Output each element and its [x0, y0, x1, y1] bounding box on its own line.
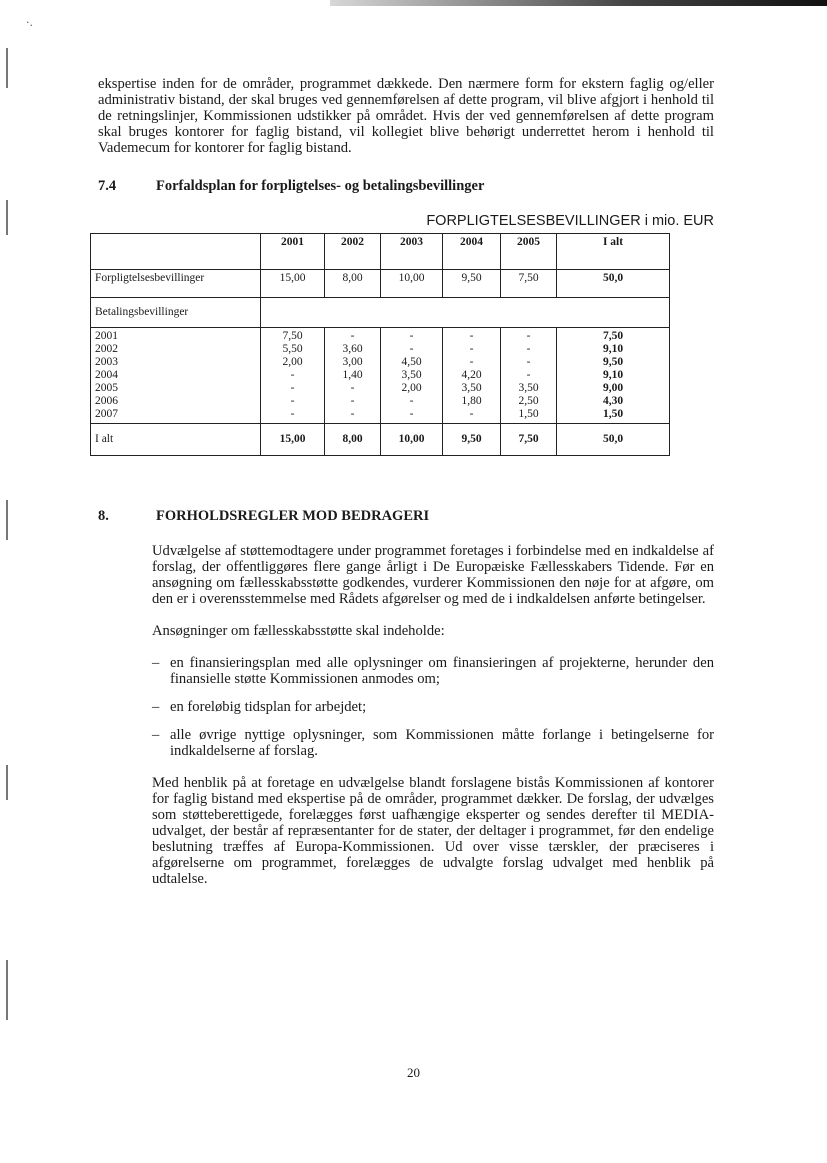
- section-title: Forfaldsplan for forpligtelses- og betalingsbevillinger: [156, 178, 485, 194]
- page-number: 20: [407, 1065, 420, 1080]
- payment-value: 5,50: [282, 343, 303, 355]
- section-7-4-heading: [98, 178, 714, 195]
- payment-year: 2002: [95, 343, 118, 355]
- scan-speck: ·.: [26, 16, 33, 29]
- payment-total-column: [557, 328, 670, 424]
- payment-value: -: [409, 330, 414, 342]
- commitment-value: 8,00: [325, 270, 381, 298]
- payment-value: -: [290, 408, 295, 420]
- payment-value: -: [409, 395, 414, 407]
- appropriations-table: [90, 233, 670, 456]
- scan-margin-mark: [6, 200, 8, 235]
- commitments-label: Forpligtelsesbevillinger: [91, 270, 261, 298]
- payment-total: 7,50: [602, 330, 624, 342]
- commitment-value: 9,50: [443, 270, 501, 298]
- payment-total: 1,50: [602, 408, 624, 420]
- paragraph-3: Med henblik på at foretage en udvælgelse blandt forslagene bistås Kommissionen af kontorer for faglig bistand med ekspertise på de områder, programmet dækker. De forslag, der udvælges som støtteberettigede, forelægges først uafhængige eksperter og sendes derefter til MEDIA-udvalget, der består af repræsentanter for de stater, der deltager i programmet, før den endelige beslutning træffes af Europa-Kommissionen. Ud over visse tærskler, der præciseres i afgørelserne om programmet, forelægges de udvalgte forslag udvalget med henblik på udtalelse.: [152, 775, 714, 887]
- commitment-value: 7,50: [501, 270, 557, 298]
- payment-column-2004: [443, 328, 501, 424]
- payment-value: 3,50: [518, 382, 539, 394]
- section-number: 7.4: [98, 178, 117, 194]
- scan-margin-mark: [6, 960, 8, 1020]
- payment-year: 2004: [95, 369, 118, 381]
- commitments-row: [91, 270, 670, 298]
- section-title: FORHOLDSREGLER MOD BEDRAGERI: [156, 508, 430, 524]
- year-header: 2004: [443, 234, 501, 270]
- scan-top-edge: [330, 0, 827, 6]
- sum-value: 8,00: [325, 424, 381, 456]
- payment-value: 3,50: [461, 382, 482, 394]
- document-page: [95, 76, 714, 887]
- table-caption: FORPLIGTELSESBEVILLINGER i mio. EUR: [426, 213, 714, 229]
- payment-value: 3,60: [342, 343, 363, 355]
- list-item: – alle øvrige nyttige oplysninger, som Kommissionen måtte forlange i betingelserne for indkaldelserne af forslag.: [152, 727, 714, 759]
- payment-value: -: [290, 395, 295, 407]
- payment-total: 9,10: [602, 343, 624, 355]
- sum-total: 50,0: [557, 424, 670, 456]
- year-header: 2003: [381, 234, 443, 270]
- payment-column-2001: [261, 328, 325, 424]
- payment-value: -: [526, 330, 531, 342]
- payment-total: 9,10: [602, 369, 624, 381]
- payment-value: -: [409, 343, 414, 355]
- paragraph-1: Udvælgelse af støttemodtagere under programmet foretages i forbindelse med en indkaldelse af forslag, der offentliggøres flere gange årligt i De Europæiske Fællesskabers Tidende. Før en ansøgning om fællesskabsstøtte godkendes, vurderer Kommissionen den nøje for at afgøre, om den er i overensstemmelse med Rådets afgørelser og med de i indkaldelsen anførte betingelser.: [152, 543, 714, 607]
- list-item: – en foreløbig tidsplan for arbejdet;: [152, 699, 714, 715]
- header-empty-cell: [91, 234, 261, 270]
- list-item: – en finansieringsplan med alle oplysninger om finansieringen af projekterne, herunder den finansielle støtte Kommissionen anmodes om;: [152, 655, 714, 687]
- payment-value: -: [469, 343, 474, 355]
- payment-column-2002: [325, 328, 381, 424]
- payment-value: 1,80: [461, 395, 482, 407]
- year-header: 2005: [501, 234, 557, 270]
- payment-value: 3,00: [342, 356, 363, 368]
- payment-total: 9,50: [602, 356, 624, 368]
- payment-value: -: [469, 330, 474, 342]
- payment-year: 2007: [95, 408, 118, 420]
- commitment-total: 50,0: [557, 270, 670, 298]
- payment-years-cell: [91, 328, 261, 424]
- section-number: 8.: [98, 508, 109, 524]
- commitment-value: 15,00: [261, 270, 325, 298]
- scan-margin-mark: [6, 48, 8, 88]
- scan-margin-mark: [6, 765, 8, 800]
- scan-margin-mark: [6, 500, 8, 540]
- payment-value: -: [526, 369, 531, 381]
- payment-value: 4,20: [461, 369, 482, 381]
- sum-value: 7,50: [501, 424, 557, 456]
- sum-label: I alt: [91, 424, 261, 456]
- payment-value: -: [350, 395, 355, 407]
- payment-value: 4,50: [401, 356, 422, 368]
- payment-value: 7,50: [282, 330, 303, 342]
- payment-value: 1,50: [518, 408, 539, 420]
- payment-year: 2003: [95, 356, 118, 368]
- payment-value: -: [290, 369, 295, 381]
- payment-value: -: [350, 408, 355, 420]
- payment-total: 4,30: [602, 395, 624, 407]
- payments-label: Betalingsbevillinger: [91, 298, 261, 328]
- payment-value: -: [409, 408, 414, 420]
- total-header: I alt: [557, 234, 670, 270]
- requirements-list: [152, 655, 714, 759]
- payment-value: -: [526, 343, 531, 355]
- payment-value: -: [526, 356, 531, 368]
- sum-row: [91, 424, 670, 456]
- payment-value: 2,00: [401, 382, 422, 394]
- section-8-heading: [98, 508, 714, 525]
- payment-value: -: [350, 330, 355, 342]
- sum-value: 10,00: [381, 424, 443, 456]
- payment-value: 2,00: [282, 356, 303, 368]
- payment-value: -: [350, 382, 355, 394]
- sum-value: 9,50: [443, 424, 501, 456]
- payment-year: 2005: [95, 382, 118, 394]
- payment-value: 1,40: [342, 369, 363, 381]
- payments-label-spacer: [261, 298, 670, 328]
- payments-label-row: [91, 298, 670, 328]
- payment-year: 2001: [95, 330, 118, 342]
- payment-value: -: [290, 382, 295, 394]
- payment-total: 9,00: [602, 382, 624, 394]
- year-header: 2001: [261, 234, 325, 270]
- payment-value: -: [469, 356, 474, 368]
- payment-column-2005: [501, 328, 557, 424]
- commitment-value: 10,00: [381, 270, 443, 298]
- payment-column-2003: [381, 328, 443, 424]
- year-header: 2002: [325, 234, 381, 270]
- payment-value: -: [469, 408, 474, 420]
- intro-paragraph: ekspertise inden for de områder, programmet dækkede. Den nærmere form for ekstern faglig og/eller administrativ bistand, der skal bruges ved gennemførelsen af dette program, vil blive afgjort i henhold til de retningslinjer, Kommissionen udstikker på området. Hvis der ved gennemførelsen af dette program skal bruges kontorer for faglig bistand, vil kollegiet blive behørigt underrettet herom i henhold til Vademecum for kontorer for faglig bistand.: [98, 76, 714, 156]
- table-header-row: [91, 234, 670, 270]
- payment-year: 2006: [95, 395, 118, 407]
- payment-value: 2,50: [518, 395, 539, 407]
- paragraph-2: Ansøgninger om fællesskabsstøtte skal indeholde:: [152, 623, 445, 639]
- payment-value: 3,50: [401, 369, 422, 381]
- sum-value: 15,00: [261, 424, 325, 456]
- payments-years-row: [91, 328, 670, 424]
